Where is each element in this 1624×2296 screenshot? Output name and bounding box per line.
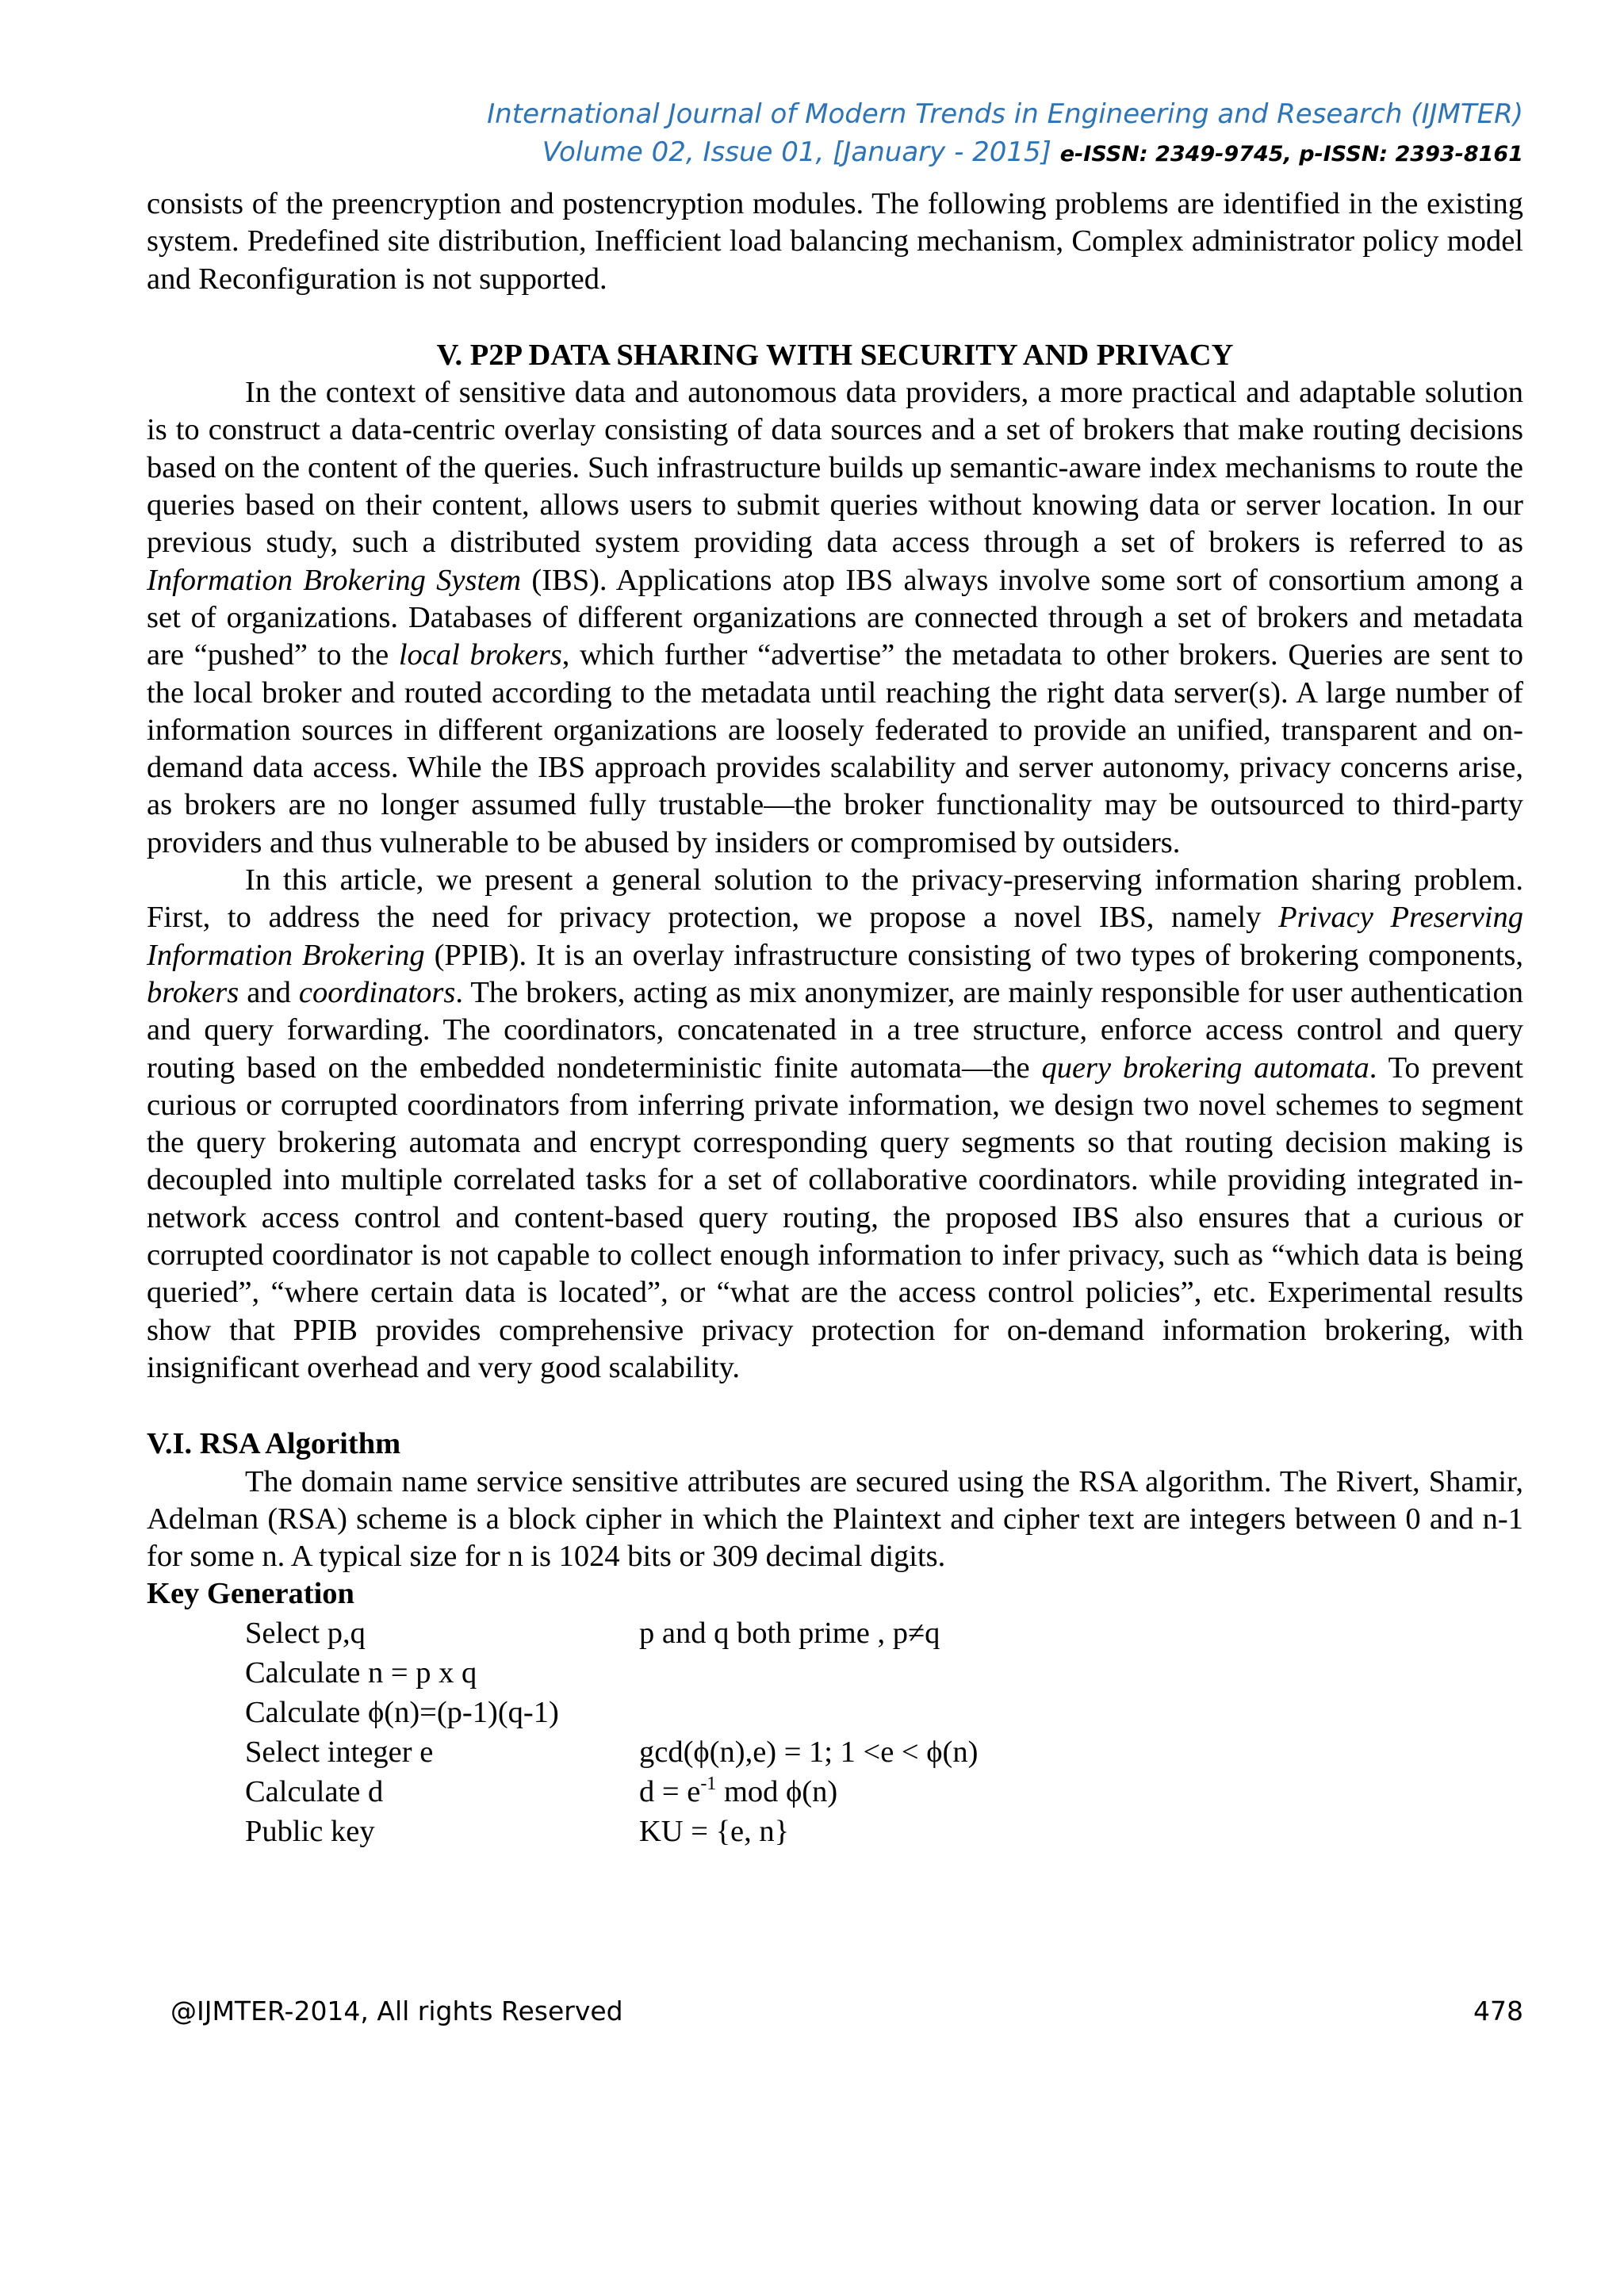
intro-paragraph: consists of the preencryption and postencryption modules. The following problems are identified in the existing system. Predefined site distribution, Inefficient load balancing mechanism, Complex administrator policy model and Reconfiguration is not supported. [147,187,1523,296]
keygen-label: Calculate n = p x q [245,1655,477,1689]
keygen-label: Select integer e [245,1735,434,1769]
section-heading-rsa: V.I. RSA Algorithm [147,1427,401,1461]
ibs-term: Information Brokering System [147,563,522,597]
keygen-value: gcd(ϕ(n),e) = 1; 1 <e < ϕ(n) [639,1735,979,1769]
keygen-value: p and q both prime , p≠q [639,1616,940,1650]
keygen-label: Calculate ϕ(n)=(p-1)(q-1) [245,1695,559,1729]
page-number: 478 [1473,1996,1523,2026]
keygen-row [147,1613,1523,1653]
keygen-row [147,1693,1523,1732]
keygen-value: $d = e^{-1}$ mod ϕ(n) [639,1773,838,1808]
page-footer [170,1994,1523,2029]
journal-issn: e-ISSN: 2349-9745, p-ISSN: 2393-8161 [1059,142,1523,166]
journal-title: International Journal of Modern Trends in Engineering and Research (IJMTER) [487,98,1523,130]
rsa-paragraph: The domain name service sensitive attributes are secured using the RSA algorithm. The Rivert, Shamir, Adelman (RSA) scheme is a block cipher in which the Plaintext and cipher text are integers between 0 and n-1 for some n. A typical size for n is 1024 bits or 309 decimal digits. [147,1464,1523,1574]
keygen-row [147,1812,1523,1851]
coordinators-term: coordinators [298,975,456,1009]
keygen-label: Calculate d [245,1774,384,1808]
copyright: @IJMTER-2014, All rights Reserved [170,1996,623,2026]
keygen-value: KU = {e, n} [639,1814,790,1848]
brokers-term: brokers [147,975,239,1009]
section5-paragraph-1: In the context of sensitive data and autonomous data providers, a more practical and adaptable solution is to construct a data-centric overlay consisting of data sources and a set of brokers that make routing decisions based on the content of the queries. Such infrastructure builds up semantic-aware index mechanisms to route the queries based on their content, allows users to submit queries without knowing data or server location. In our previous study, such a distributed system providing data access through a set of brokers is referred to as Information Brokering System (IBS). Applications atop IBS always involve some sort of consortium among a set of organizations. Databases of different organizations are connected through a set of brokers and metadata are “pushed” to the local brokers, which further “advertise” the metadata to other brokers. Queries are sent to the local broker and routed according to the metadata until reaching the right data server(s). A large number of information sources in different organizations are loosely federated to provide an unified, transparent and on-demand data access. While the IBS approach provides scalability and server autonomy, privacy concerns arise, as brokers are no longer assumed fully trustable—the broker functionality may be outsourced to third-party providers and thus vulnerable to be abused by insiders or compromised by outsiders. [147,376,1523,859]
article-body [147,186,1523,1851]
journal-volume: Volume 02, Issue 01, [January - 2015] [542,136,1051,168]
ppib-term: Privacy Preserving Information Brokering [147,901,1523,972]
keygen-label: Public key [245,1814,375,1848]
local-brokers-term: local brokers [398,638,562,672]
key-generation-table [147,1613,1523,1851]
qba-term: query brokering automata [1041,1050,1369,1085]
keygen-row [147,1772,1523,1812]
exponent: -1 [700,1773,717,1794]
keygen-row [147,1653,1523,1693]
keygen-row [147,1732,1523,1772]
section-heading-p2p: V. P2P DATA SHARING WITH SECURITY AND PRIVACY [436,338,1234,372]
keygen-label: Select p,q [245,1616,366,1650]
key-generation-heading: Key Generation [147,1577,354,1611]
keygen-value [639,1693,1523,1732]
journal-volume-line [147,133,1523,174]
keygen-value [639,1653,1523,1693]
section5-paragraph-2: In this article, we present a general solution to the privacy-preserving information sharing problem. First, to address the need for privacy protection, we propose a novel IBS, namely Privacy Preserving Information Brokering (PPIB). It is an overlay infrastructure consisting of two types of brokering components, brokers and coordinators. The brokers, acting as mix anonymizer, are mainly responsible for user authentication and query forwarding. The coordinators, concatenated in a tree structure, enforce access control and query routing based on the embedded nondeterministic finite automata—the query brokering automata. To prevent curious or corrupted coordinators from inferring private information, we design two novel schemes to segment the query brokering automata and encrypt corresponding query segments so that routing decision making is decoupled into multiple correlated tasks for a set of collaborative coordinators. while providing integrated in-network access control and content-based query routing, the proposed IBS also ensures that a curious or corrupted coordinator is not capable to collect enough information to infer privacy, such as “which data is being queried”, “where certain data is located”, or “what are the access control policies”, etc. Experimental results show that PPIB provides comprehensive privacy protection for on-demand information brokering, with insignificant overhead and very good scalability. [147,863,1523,1384]
journal-header [147,95,1523,174]
